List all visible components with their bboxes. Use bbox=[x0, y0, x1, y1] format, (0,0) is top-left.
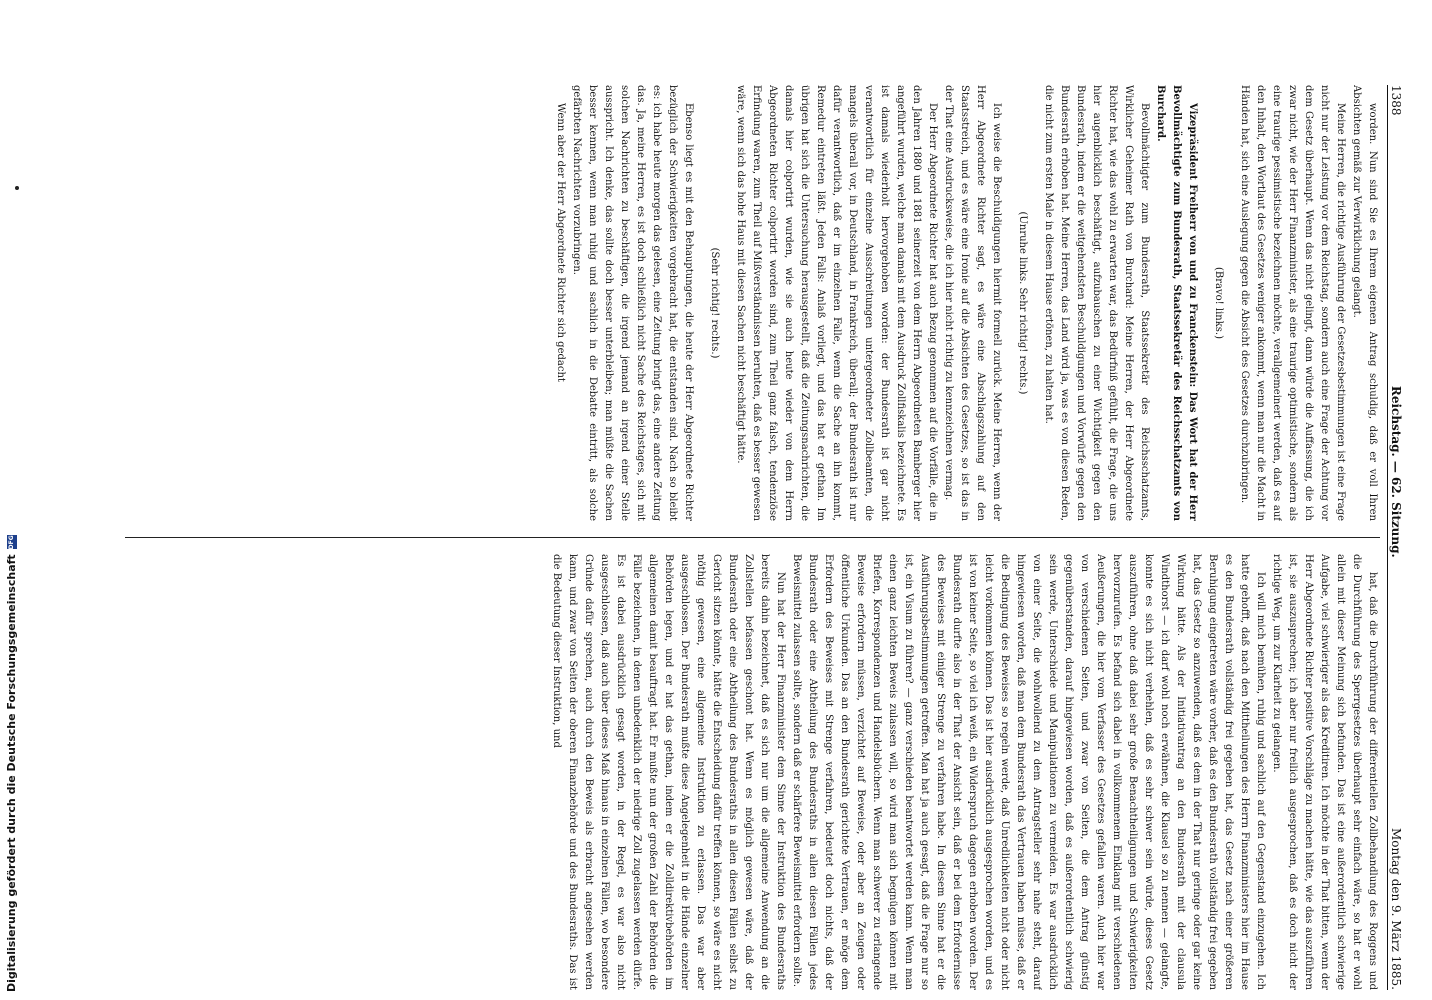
paragraph: Nun hat der Herr Finanzminister dem Sinne der Instruktion des Bundesraths bereits dahin bezeichnet, daß es sich nur um die allgemeine Anwendung an die Zollstellen befassen geschont hat. Wenn es möglich gewesen wäre, daß der Bundesrath oder eine Abtheilung des Bundesraths in allen diesen Fällen selbst zu Gericht sitzen könnte, hätte die Entscheidung dafür treffen können, so wäre es nicht nöthig gewesen, eine allgemeine Instruktion zu erlassen. Das war aber ausgeschlossen. Der Bundesrath mußte diese Angelegenheit in die Hände einzelner Behörden legen, und er hat das gethan, indem er die Zolldirektivbehörden im allgemeinen damit beauftragt hat. Er mußte nun der großen Zahl der Behörden die Fälle bezeichnen, in denen unbedenklich der niedrige Zoll zugelassen werden dürfe. Es ist dabei ausdrücklich gesagt worden, in der Regel, es war also nicht ausgeschlossen, daß auch über dieses Maß hinaus in einzelnen Fällen, wo besondere Gründe dafür sprechen, auch durch den Beweis als erbracht angesehen werden kann, und zwar von Seiten der oberen Finanzbehörde und des Bundesraths. Das ist die Bedeutung dieser Instruktion, und bbox=[551, 554, 786, 990]
left-column bbox=[125, 85, 1380, 521]
paragraph: hat, daß die Durchführung der differentiellen Zollbehandlung des Roggens und die Durchführung des Sperrgesetzes überhaupt sehr einfach wäre, so hat er wohl allein mit dieser Meinung sich befunden. Das ist eine außerordentlich schwierige Aufgabe, viel schwieriger als das Kreditiren. Ich möchte in der That bitten, wenn der Herr Abgeordnete Richter positive Vorschläge zu machen hätte, wie das auszuführen ist, sie auszusprechen; ich aber nur freilich ausgesprochen, daß es doch nicht der richtige Weg, um zur Klarheit zu gelangen. bbox=[1271, 554, 1378, 990]
paragraph: Wenn aber der Herr Abgeordnete Richter sich gedacht bbox=[555, 103, 566, 382]
digitization-credit-line bbox=[2, 535, 22, 992]
interjection: (Unruhe links. Sehr richtig! rechts.) bbox=[1017, 211, 1028, 395]
paragraph: Ich will mich bemühen, ruhig und sachlich auf den Gegenstand einzugehen. Ich hatte gehofft, daß nach den Mittheilungen des Herrn Finanzministers hier im Hause es den Bundesrath vollständig frei gegeben hat, das Gesetz nach einer größeren Beruhigung eingetreten wäre vorher, daß es den Bundesrath vollständig frei gegeben hat, das Gesetz so anzuwenden, daß es dem in der That nur geringe oder gar keine Wirkung hätte. Als der Initiativantrag an den Bundesrath mit der clausula Windthorst — ich darf wohl noch erwähnen, die Klausel so zu nennen — gelangte, konnte es sich nicht verhehlen, daß es sehr schwer sein würde, dieses Gesetz auszuführen, ohne daß dabei sehr große Benachtheiligungen und Schwierigkeiten hervorzurufen. Es befand sich dabei in vollkommenem Einklang mit verschiedenen Aeußerungen, die hier vom Verfasser des Gesetzes gefallen waren. Auch hier war von verschiedenen Seiten, und zwar von Seiten, die dem Antrag günstig gegenüberstanden, darauf hingewiesen worden, daß es außerordentlich schwierig sein werde, Unterschiede und Manipulationen zu vermeiden. Es war ausdrücklich von einer Seite, die wohlwollend zu dem Antragsteller sehr nahe steht, darauf hingewiesen worden, daß man dem Bundesrath das Vertrauen haben müsse, daß er die Bedingung des Beweises so regeln werde, daß Unredlichkeiten nicht oder nicht leicht vorkommen können. Das ist hier ausdrücklich ausgesprochen worden, und es ist von keiner Seite, so viel ich weiß, ein Widerspruch dagegen erhoben worden. Der Bundesrath durfte also in der That der Ansicht sein, daß er bei dem Erfordernisse des Beweises mit einiger Strenge zu verfahren habe. In diesem Sinne hat er die Ausführungsbestimmungen getroffen. Man hat ja auch gesagt, daß die Frage nur so ist, ein Visum zu führen? — ganz verschieden beantwortet werden kann. Wenn man einen ganz leichten Beweis zulassen will, so wird man sich begnügen können mit Briefen, Korrespondenzen und Handelsbüchern. Wenn man schwerer zu erlangende Beweise erfordern müssen, verzichtet auf Beweise, oder aber an Zeugen oder öffentliche Urkunden. Das an den Bundesrath gerichtete Vertrauen, er möge dem Erfordern des Beweises mit Strenge verfahren, bedeutet doch nichts, daß der Bundesrath oder eine Abtheilung des Bundesraths in allen diesen Fällen jedes Beweismittel zulassen sollte, sondern daß er schärfere Beweismittel erfordern sollte. bbox=[791, 554, 1266, 990]
interjection: (Sehr richtig! rechts.) bbox=[709, 247, 720, 359]
session-title: Reichstag. — 62. Sitzung. bbox=[1389, 385, 1403, 558]
page-number: 1388 bbox=[1389, 85, 1403, 116]
right-column bbox=[125, 554, 1380, 990]
printed-page bbox=[120, 85, 1410, 990]
speaker-announcement: Vizepräsident Freiherr von und zu Franckenstein: Das Wort hat der Herr Bevollmächtigte zum Bundesrath, Staatssekretär des Reichsschatzamts von Burchard. bbox=[1155, 85, 1198, 521]
paragraph: Ich weise die Beschuldigungen hiermit formell zurück. Meine Herren, wenn der Herr Abgeordnete Richter sagt, es wäre eine Abschlagszahlung auf den Staatsstreich, und es wäre eine Ironie auf die Absichten des Gesetzes, so ist das in der That eine Ausdrucksweise, die ich hier nicht richtig zu kennzeichnen vermag. bbox=[943, 85, 1002, 521]
paragraph: worden. Nun sind Sie es Ihrem eigenen Antrag schuldig, daß er voll Ihren Absichten gemäß zur Verwirklichung gelangt. bbox=[1351, 85, 1378, 521]
paragraph: Meine Herren, die richtige Ausführung der Gesetzesbestimmungen ist eine Frage nicht nur der Leistung vor dem Reichstag, sondern auch eine Frage der Achtung vor dem Gesetz überhaupt. Wenn das nicht gelingt, dann würde die Auffassung, die ich zwar nicht, wie der Herr Finanzminister, als eine traurige optimistische, sondern als eine traurige pessimistische bezeichnen möchte, verallgemeinert werden, daß es auf den Inhalt, den Wortlaut des Gesetzes weniger ankommt, wenn man nur die Macht in Händen hat, sich eine Auslegung gegen die Absicht des Gesetzes durchzubringen. bbox=[1239, 85, 1346, 521]
scan-artifact-dot bbox=[15, 186, 19, 190]
interjection: (Bravo! links.) bbox=[1213, 267, 1224, 339]
paragraph: Der Herr Abgeordnete Richter hat auch Bezug genommen auf die Vorfälle, die in den Jahren 1880 und 1881 seinerzeit von dem Herrn Abgeordneten Bamberger hier angeführt wurden, welche man damals mit dem Ausdruck Zollfiskalis bezeichnete. Es ist damals wiederholt hervorgehoben worden: der Bundesrath ist gar nicht verantwortlich für einzelne Ausschreitungen untergeordneter Zollbeamten, die mangels überall vor, in Deutschland, in Frankreich, überall; der Bundesrath ist nur dafür verantwortlich, daß er im einzelnen Falle, wenn die Sache an ihn kommt, Remedur eintreten läßt. Jeden Falls: Anlaß vorliegt, und das hat er gethan. Im übrigen hat sich die Untersuchung herausgestellt, daß die Zeitungsnachrichten, die damals hier colportirt wurden, wie sie auch heute wieder von dem Herrn Abgeordneten Richter colportirt worden sind, zum Theil ganz falsch, tendenziöse Erfindung waren, zum Theil auf Mißverständnissen beruhten, daß es besser gewesen wäre, wenn sich das hohe Haus mit diesen Sachen nicht beschäftigt hätte. bbox=[735, 85, 938, 521]
page-header bbox=[1387, 85, 1410, 990]
paragraph: Bevollmächtigter zum Bundesrath, Staatssekretär des Reichsschatzamts, Wirklicher Geheimer Rath von Burchard: Meine Herren, der Herr Abgeordnete Richter hat, wie das wohl zu erwarten war, das Bedürfniß gefühlt, die Frage, die uns hier augenblicklich beschäftigt, aufzubauschen zu einer Wichtigkeit gegen den Bundesrath, indem er die weitgehendsten Beschuldigungen und Vorwürfe gegen den Bundesrath erhoben hat. Meine Herren, das Land wird ja, was es von diesen Reden, die nicht zum ersten Male in diesem Hause ertönen, zu halten hat. bbox=[1043, 85, 1150, 521]
credit-text: Digitalisierung gefördert durch die Deutsche Forschungsgemeinschaft bbox=[5, 554, 18, 992]
column-divider bbox=[125, 537, 1380, 538]
session-date: Montag den 9. März 1885. bbox=[1389, 828, 1403, 990]
digitization-credit bbox=[2, 535, 22, 992]
paragraph: Ebenso liegt es mit den Behauptungen, die heute der Herr Abgeordnete Richter bezüglich der Schwierigkeiten vorgebracht hat, die entstanden sind. Nach so bleibt es: ich habe heute morgen das gelesen, eine Zeitung bringt das, eine andere Zeitung das. Ja, meine Herren, es ist doch schließlich nicht Sache des Reichstages, sich mit solchen Nachrichten zu beschäftigen, die irgend jemand an irgend einer Stelle ausspricht. Ich denke, das sollte doch besser unterbleiben; man müßte die Sachen besser kennen, wenn man ruhig und sachlich in die Debatte eintritt, als solche gefärbten Nachrichten vorzubringen. bbox=[571, 85, 694, 521]
rotated-page-frame bbox=[120, 85, 1410, 990]
dfg-logo-icon: DFG bbox=[8, 535, 15, 550]
